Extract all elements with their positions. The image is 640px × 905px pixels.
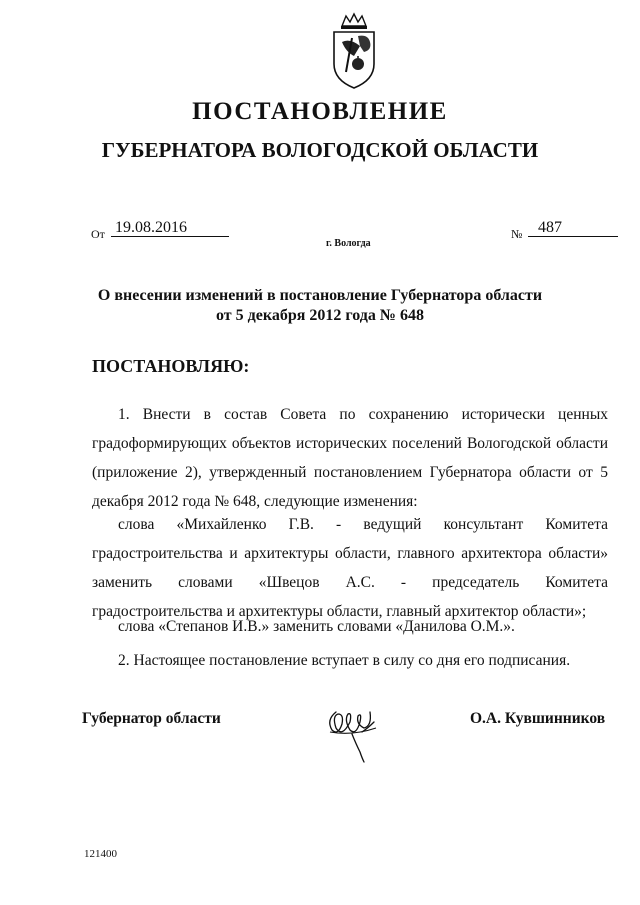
document-subject xyxy=(0,286,640,326)
signatory-title: Губернатор области xyxy=(82,710,221,727)
number-label: № xyxy=(511,227,523,241)
coat-of-arms-icon xyxy=(328,12,380,92)
decree-heading: ПОСТАНОВЛЯЮ: xyxy=(92,356,250,376)
date-label: От xyxy=(91,227,105,241)
signatory-name: О.А. Кувшинников xyxy=(470,710,606,727)
paragraph-1: 1. Внести в состав Совета по сохранению исторически ценных градоформирующих объектов исторических поселений Вологодской области (приложение 2), утвержденный постановлением Губернатора области от 5 декабря 2012 года № 648, следующие изменения: xyxy=(92,406,608,510)
paragraph-4: 2. Настоящее постановление вступает в силу со дня его подписания. xyxy=(118,652,571,669)
subject-line-1: О внесении изменений в постановление Губернатора области xyxy=(97,287,543,304)
document-subtitle: ГУБЕРНАТОРА ВОЛОГОДСКОЙ ОБЛАСТИ xyxy=(101,138,539,162)
city-label: г. Вологда xyxy=(326,238,371,249)
subject-line-2: от 5 декабря 2012 года № 648 xyxy=(216,307,424,324)
document-title: ПОСТАНОВЛЕНИЕ xyxy=(192,98,448,125)
document-code: 121400 xyxy=(84,848,117,860)
paragraph-3: слова «Степанов И.В.» заменить словами «Данилова О.М.». xyxy=(118,618,515,635)
paragraph-2: слова «Михайленко Г.В. - ведущий консультант Комитета градостроительства и архитектуры области, главного архитектора области» заменить словами «Швецов А.С. - председатель Комитета градостроительства и архитектуры области, главный архитектор области»; xyxy=(92,516,608,620)
document-number: 487 xyxy=(528,219,618,237)
signature-icon xyxy=(322,692,386,764)
document-date: 19.08.2016 xyxy=(111,219,229,237)
